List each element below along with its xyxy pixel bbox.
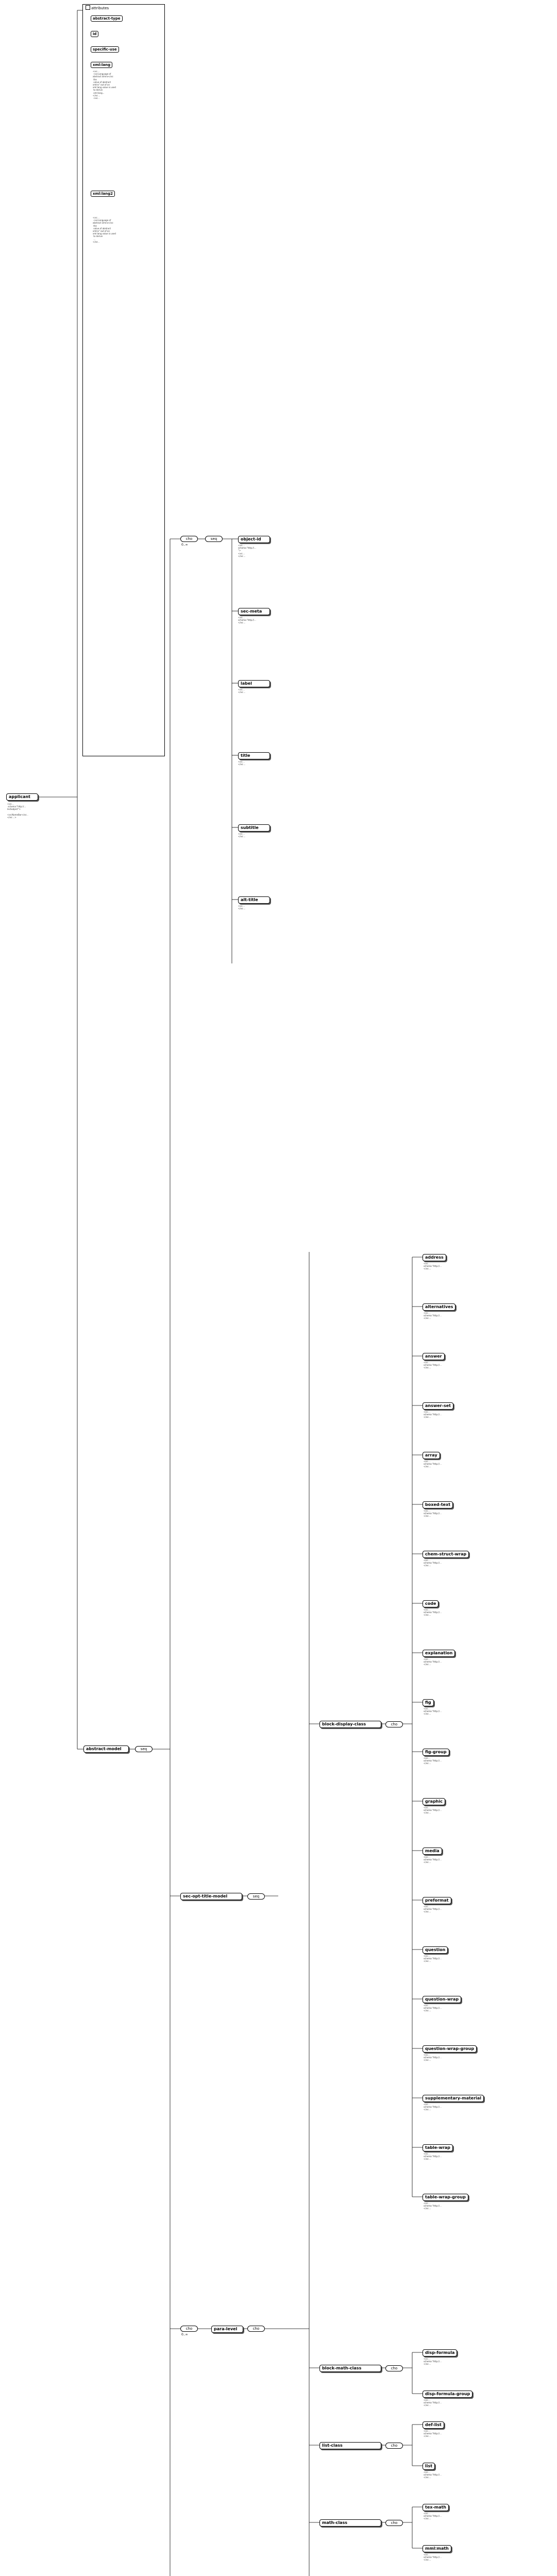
element-block-display-class: block-display-class	[319, 1721, 381, 1728]
annotation-text: <xs:... <xs:Language of abstract xlmns</xs: the value of abstract xmlns" out of an xml:lang value is used to derive ... </xs:..	[93, 216, 116, 243]
annotation-text: <xs:... schema:"http://... lecSubject"> <xs:NameBar</xs:.. </xs:...>	[7, 803, 28, 819]
choice-compositor: cho	[180, 536, 198, 542]
attribute-abstract-type: abstract-type	[91, 15, 123, 22]
element-preformat: preformat	[423, 1897, 451, 1904]
choice-compositor: cho	[385, 2365, 403, 2371]
annotation-text: <xs:... schema:"http://... </xs:...	[424, 1856, 442, 1864]
element-code: code	[423, 1600, 438, 1607]
element-para-level: para-level	[211, 2326, 243, 2333]
annotation-text: <xs:... </xs:...	[238, 905, 246, 910]
element-applicant: applicant	[6, 793, 38, 801]
annotation-text: <xs:... schema:"http://... </xs:...	[424, 2202, 442, 2210]
element-label: label	[238, 680, 270, 687]
element-question-wrap: question-wrap	[423, 1996, 461, 2003]
attributes-icon	[86, 5, 90, 10]
element-address: address	[423, 1254, 446, 1261]
annotation-text: <xs:... </xs:...	[238, 688, 246, 694]
element-list-class: list-class	[319, 2442, 381, 2449]
annotation-text: <xs:... </xs:...	[238, 833, 246, 838]
annotation-text: <xs:... schema:"http://... "> <xs:... </xs:...	[238, 544, 256, 557]
annotation-text: <xs:... schema:"http://... </xs:...	[424, 1608, 442, 1617]
element-block-math-class: block-math-class	[319, 2365, 381, 2372]
annotation-text: <xs:... schema:"http://... </xs:...	[424, 1806, 442, 1815]
element-media: media	[423, 1848, 442, 1855]
annotation-text: <xs:... schema:"http://... </xs:...	[424, 2471, 442, 2479]
annotation-text: <xs:... </xs:...	[238, 760, 246, 766]
element-fig: fig	[423, 1699, 434, 1706]
annotation-text: <xs:... schema:"http://... </xs:...	[424, 1262, 442, 1270]
annotation-text: <xs:... schema:"http://... </xs:...	[424, 1559, 442, 1567]
element-array: array	[423, 1452, 440, 1459]
annotation-text: <xs:... schema:"http://... </xs:...	[424, 2054, 442, 2062]
element-disp-formula-group: disp-formula-group	[423, 2391, 472, 2398]
element-answer-set: answer-set	[423, 1402, 453, 1410]
element-explanation: explanation	[423, 1650, 455, 1657]
element-answer: answer	[423, 1353, 445, 1360]
annotation-text: <xs:... schema:"http://... </xs:...	[424, 2430, 442, 2438]
element-object-id: object-id	[238, 536, 270, 543]
annotation-text: <xs:... schema:"http://... </xs:...	[424, 1757, 442, 1765]
sequence-compositor: seq	[205, 536, 223, 542]
element-sec-meta: sec-meta	[238, 608, 270, 615]
element-fig-group: fig-group	[423, 1749, 449, 1756]
choice-compositor: cho	[247, 2326, 265, 2332]
sequence-compositor: seq	[135, 1746, 153, 1752]
sequence-compositor: seq	[247, 1893, 265, 1900]
attribute-specific-use: specific-use	[91, 46, 119, 53]
element-subtitle: subtitle	[238, 824, 270, 832]
element-question: question	[423, 1946, 448, 1954]
element-alternatives: alternatives	[423, 1303, 455, 1311]
element-chem-struct-wrap: chem-struct-wrap	[423, 1551, 469, 1558]
occurrence-label: 0..∞	[181, 543, 188, 547]
element-list: list	[423, 2463, 435, 2470]
attribute-xml-lang-: xml:lang2	[91, 191, 115, 197]
annotation-text: <xs:... schema:"http://... </xs:...	[424, 1707, 442, 1716]
annotation-text: <xs:... <xs:Language of abstract xlmns</xs: the value of abstract xmlns" out of an xml:lang value is used to derive xml:lang... </xs:... <xs:..	[93, 70, 116, 100]
occurrence-label: 0..∞	[181, 2333, 188, 2336]
annotation-text: <xs:... schema:"http://... </xs:...	[424, 2512, 442, 2520]
annotation-text: <xs:... schema:"http://... </xs:...	[424, 1361, 442, 1369]
attributes-panel	[82, 4, 165, 756]
element-graphic: graphic	[423, 1798, 445, 1805]
annotation-text: <xs:... schema:"http://... </xs:...	[424, 1510, 442, 1518]
annotation-text: <xs:... schema:"http://... </xs:...	[424, 2004, 442, 2012]
element-supplementary-material: supplementary-material	[423, 2095, 484, 2102]
annotation-text: <xs:... schema:"http://... </xs:...	[424, 1905, 442, 1913]
annotation-text: <xs:... schema:"http://... </xs:...	[424, 2358, 442, 2366]
annotation-text: <xs:... schema:"http://... </xs:...	[424, 1955, 442, 1963]
element-math-class: math-class	[319, 2519, 381, 2527]
attribute-xml-lang: xml:lang	[91, 62, 112, 68]
element-abstract-model: abstract-model	[83, 1745, 129, 1753]
choice-compositor: cho	[180, 2326, 198, 2332]
annotation-text: <xs:... schema:"http://... </xs:...	[424, 2153, 442, 2161]
element-question-wrap-group: question-wrap-group	[423, 2045, 477, 2053]
choice-compositor: cho	[385, 2520, 403, 2526]
element-tex-math: tex-math	[423, 2504, 449, 2511]
element-def-list: def-list	[423, 2421, 444, 2429]
annotation-text: <xs:... schema:"http://... </xs:...	[238, 616, 256, 624]
element-disp-formula: disp-formula	[423, 2349, 457, 2357]
annotation-text: <xs:... schema:"http://... </xs:...	[424, 2103, 442, 2111]
choice-compositor: cho	[385, 1721, 403, 1727]
element-table-wrap: table-wrap	[423, 2144, 453, 2151]
choice-compositor: cho	[385, 2443, 403, 2449]
annotation-text: <xs:... schema:"http://... </xs:...	[424, 2553, 442, 2562]
annotation-text: <xs:... schema:"http://... </xs:...	[424, 1658, 442, 1666]
annotation-text: <xs:... schema:"http://... </xs:...	[424, 1411, 442, 1419]
element-alt-title: alt-title	[238, 896, 270, 904]
annotation-text: <xs:... schema:"http://... </xs:...	[424, 1312, 442, 1320]
annotation-text: <xs:... schema:"http://... </xs:...	[424, 2399, 442, 2407]
attribute-id: id	[91, 31, 98, 37]
element-sec-opt-title-model: sec-opt-title-model	[180, 1893, 242, 1900]
annotation-text: <xs:... schema:"http://... </xs:...	[424, 1460, 442, 1468]
element-title: title	[238, 752, 270, 759]
element-mml-math: mml:math	[423, 2545, 451, 2552]
attributes-panel-title: attributes	[86, 5, 109, 11]
element-boxed-text: boxed-text	[423, 1501, 453, 1509]
element-table-wrap-group: table-wrap-group	[423, 2194, 468, 2201]
